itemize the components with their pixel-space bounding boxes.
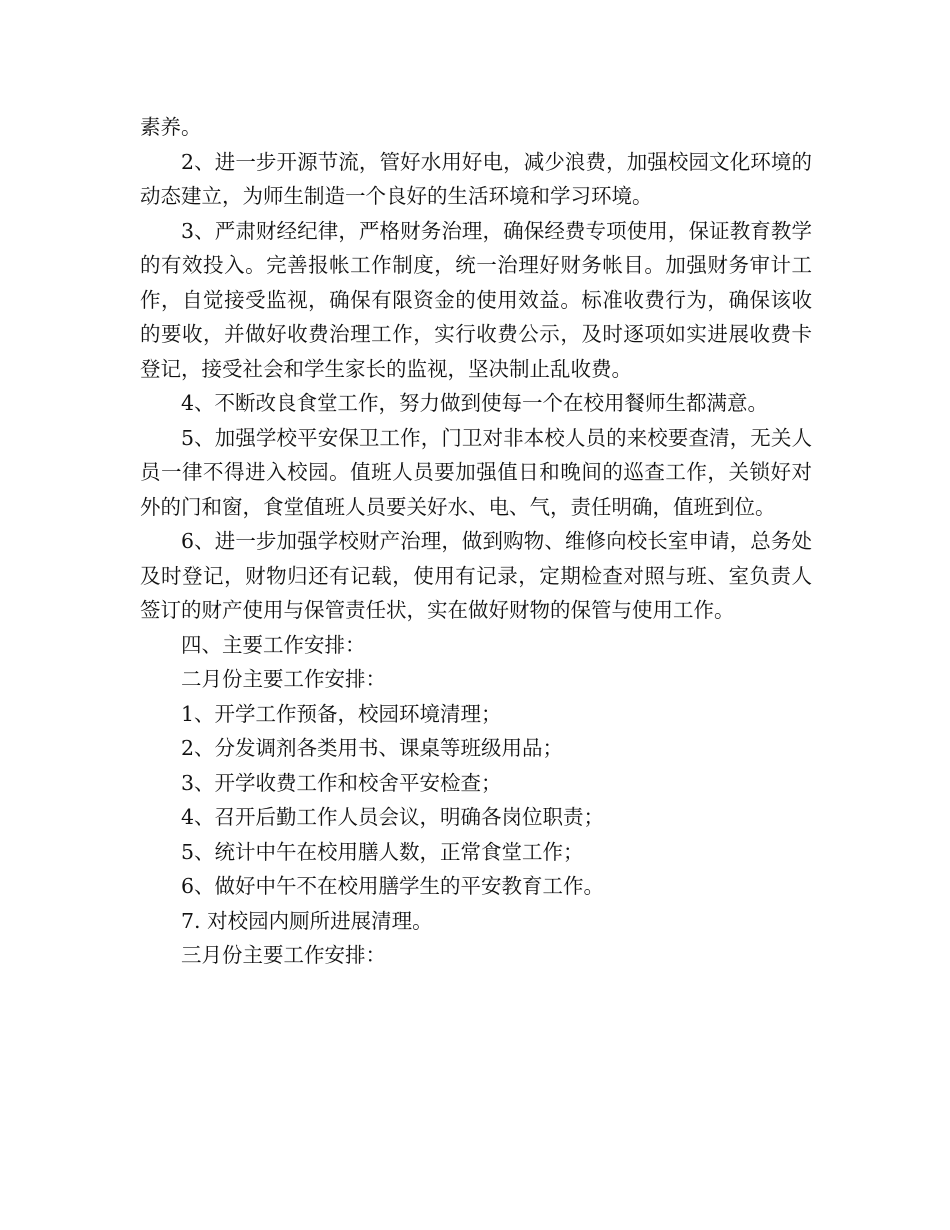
paragraph-item-6: 6、进一步加强学校财产治理，做到购物、维修向校长室申请，总务处及时登记，财物归还有记载，使用有记录，定期检查对照与班、室负责人签订的财产使用与保管责任状，实在做好财物的保管与使用工作。 — [140, 529, 812, 622]
february-item-2: 2、分发调剂各类用书、课桌等班级用品； — [181, 736, 564, 760]
paragraph-item-4: 4、不断改良食堂工作，努力做到使每一个在校用餐师生都满意。 — [181, 391, 769, 415]
paragraph-continuation: 素养。 — [140, 115, 202, 139]
section-heading-4: 四、主要工作安排： — [181, 632, 366, 657]
subheading-march: 三月份主要工作安排： — [181, 943, 386, 967]
february-item-4: 4、召开后勤工作人员会议，明确各岗位职责； — [181, 805, 605, 829]
february-item-3: 3、开学收费工作和校舍平安检查； — [181, 770, 502, 795]
february-item-5: 5、统计中午在校用膳人数，正常食堂工作； — [181, 839, 584, 864]
paragraph-item-3: 3、严肃财经纪律，严格财务治理，确保经费专项使用，保证教育教学的有效投入。完善报帐工作制度，统一治理好财务帐目。加强财务审计工作，自觉接受监视，确保有限资金的使用效益。标准收费行为，确保该收的要收，并做好收费治理工作，实行收费公示，及时逐项如实进展收费卡登记，接受社会和学生家长的监视，坚决制止乱收费。 — [140, 218, 812, 381]
february-item-7: 7. 对校园内厕所进展清理。 — [181, 908, 433, 933]
february-item-1: 1、开学工作预备，校园环境清理； — [181, 701, 502, 726]
document-body — [140, 110, 812, 973]
paragraph-item-5: 5、加强学校平安保卫工作，门卫对非本校人员的来校要查清，无关人员一律不得进入校园。值班人员要加强值日和晚间的巡查工作，关锁好对外的门和窗，食堂值班人员要关好水、电、气，责任明确，值班到位。 — [140, 425, 812, 519]
february-item-6: 6、做好中午不在校用膳学生的平安教育工作。 — [181, 874, 605, 898]
subheading-february: 二月份主要工作安排： — [181, 667, 386, 691]
paragraph-item-2: 2、进一步开源节流，管好水用好电，减少浪费，加强校园文化环境的动态建立，为师生制造一个良好的生活环境和学习环境。 — [140, 149, 812, 208]
